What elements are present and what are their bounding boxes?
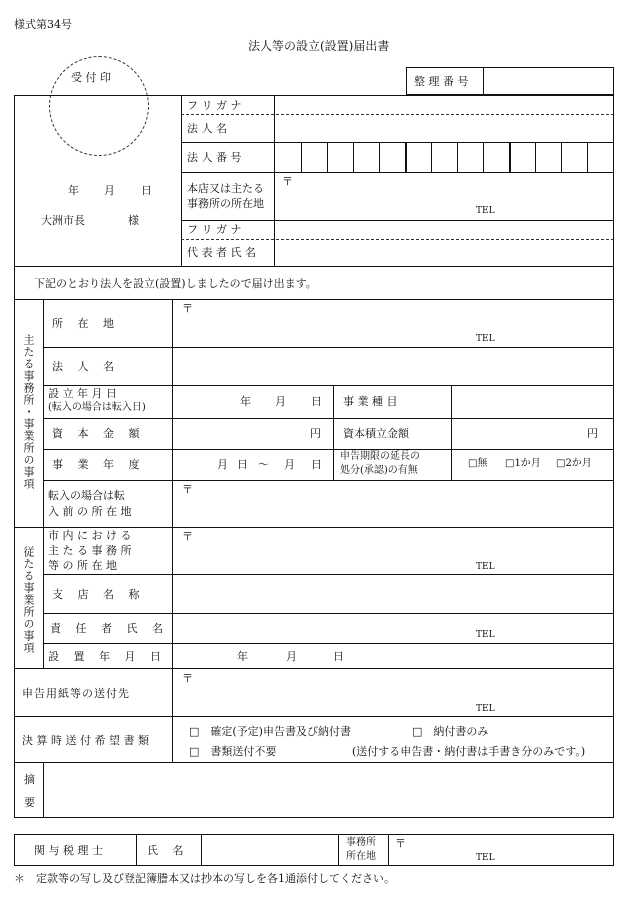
established-month: 月 (275, 395, 286, 408)
remarks-label-1: 摘 (24, 773, 35, 786)
settlement-option-full[interactable]: □ 確定(予定)申告書及び納付書 (189, 725, 351, 738)
settlement-label: 決 算 時 送 付 希 望 書 類 (22, 734, 149, 747)
hq-address-label-1: 本店又は主たる (187, 182, 264, 195)
sub-established-year: 年 (237, 650, 248, 663)
manager-label: 責 任 者 氏 名 (50, 622, 169, 635)
sub-location-postal: 〒 (182, 530, 193, 543)
remarks-label-2: 要 (24, 796, 35, 809)
business-type-label: 事 業 種 目 (343, 395, 398, 408)
sub-established-label: 設 置 年 月 日 (48, 650, 167, 663)
tax-name-label: 氏 名 (147, 844, 189, 857)
extension-option-1m[interactable]: □1か月 (505, 458, 541, 469)
fiscal-tilde: 〜 (258, 458, 269, 471)
furigana1-label: フ リ ガ ナ (187, 99, 242, 112)
prev-location-label-1: 転入の場合は転 (48, 489, 125, 502)
main-section-side-label: 主たる事務所・事業所の事項 (22, 334, 35, 490)
corp-number-label: 法 人 番 号 (187, 151, 242, 164)
settlement-note: (送付する申告書・納付書は手書き分のみです。) (352, 745, 586, 758)
fiscal-month-2: 月 (284, 458, 295, 471)
hq-postal-mark: 〒 (282, 175, 293, 188)
sub-location-label-3: 等 の 所 在 地 (48, 559, 117, 572)
extension-option-2m[interactable]: □2か月 (556, 458, 592, 469)
sub-location-label-1: 市 内 に お け る (48, 529, 132, 542)
fiscal-day-1: 日 (237, 458, 248, 471)
receipt-stamp-label: 受 付 印 (71, 71, 111, 84)
date-day: 日 (141, 184, 152, 197)
extension-option-none[interactable]: □無 (468, 458, 488, 469)
fiscal-month-1: 月 (217, 458, 228, 471)
established-label-2: (転入の場合は転入日) (48, 402, 146, 413)
established-label-1: 設 立 年 月 日 (48, 387, 117, 400)
prev-location-label-2: 入 前 の 所 在 地 (48, 505, 132, 518)
settlement-option-payment-only[interactable]: □ 納付書のみ (412, 725, 489, 738)
addressee: 大洲市長 (41, 214, 85, 227)
sub-location-tel: TEL (476, 562, 495, 572)
main-form-box (14, 95, 614, 818)
main-location-label: 所 在 地 (52, 317, 120, 330)
hq-address-label-2: 事務所の所在地 (187, 197, 264, 210)
capital-reserve-label: 資本積立金額 (343, 427, 409, 440)
date-year: 年 (68, 184, 79, 197)
capital-yen: 円 (310, 427, 321, 440)
send-to-tel: TEL (476, 704, 495, 714)
form-number: 様式第34号 (14, 18, 72, 31)
branch-name-label: 支 店 名 称 (52, 588, 145, 601)
capital-reserve-yen: 円 (587, 427, 598, 440)
extension-label-2: 処分(承認)の有無 (340, 465, 418, 476)
send-to-postal: 〒 (182, 672, 193, 685)
tax-accountant-box (14, 834, 614, 866)
send-to-label: 申告用紙等の送付先 (22, 687, 130, 700)
sub-established-day: 日 (333, 650, 344, 663)
office-label-2: 所在地 (346, 851, 376, 862)
manager-tel: TEL (476, 630, 495, 640)
main-corp-name-label: 法 人 名 (52, 360, 120, 373)
prev-location-postal: 〒 (182, 483, 193, 496)
main-location-tel: TEL (476, 334, 495, 344)
tax-accountant-label: 関 与 税 理 士 (34, 844, 103, 857)
sub-location-label-2: 主 た る 事 務 所 (48, 544, 132, 557)
corp-name-label: 法 人 名 (187, 122, 227, 135)
office-label-1: 事務所 (346, 837, 376, 848)
established-year: 年 (240, 395, 251, 408)
addressee-honorific: 様 (128, 214, 139, 227)
office-tel: TEL (476, 853, 495, 863)
page-title: 法人等の設立(設置)届出書 (248, 39, 390, 53)
furigana2-label: フ リ ガ ナ (187, 223, 242, 236)
footnote: ＊ 定款等の写し及び登記簿謄本又は抄本の写しを各1通添付してください。 (14, 872, 395, 885)
capital-label: 資 本 金 額 (52, 427, 145, 440)
main-location-postal: 〒 (182, 302, 193, 315)
settlement-option-none[interactable]: □ 書類送付不要 (189, 745, 277, 758)
notice-text: 下記のとおり法人を設立(設置)しましたので届け出ます。 (34, 277, 317, 290)
established-day: 日 (311, 395, 322, 408)
date-month: 月 (104, 184, 115, 197)
extension-label-1: 申告期限の延長の (340, 451, 420, 462)
representative-label: 代 表 者 氏 名 (187, 246, 256, 259)
hq-tel-label: TEL (476, 206, 495, 216)
sub-section-side-label: 従たる事業所の事項 (22, 546, 35, 654)
fiscal-day-2: 日 (311, 458, 322, 471)
office-postal: 〒 (395, 837, 406, 850)
fiscal-year-label: 事 業 年 度 (52, 458, 145, 471)
sub-established-month: 月 (286, 650, 297, 663)
seiri-bango-label: 整 理 番 号 (414, 75, 469, 88)
